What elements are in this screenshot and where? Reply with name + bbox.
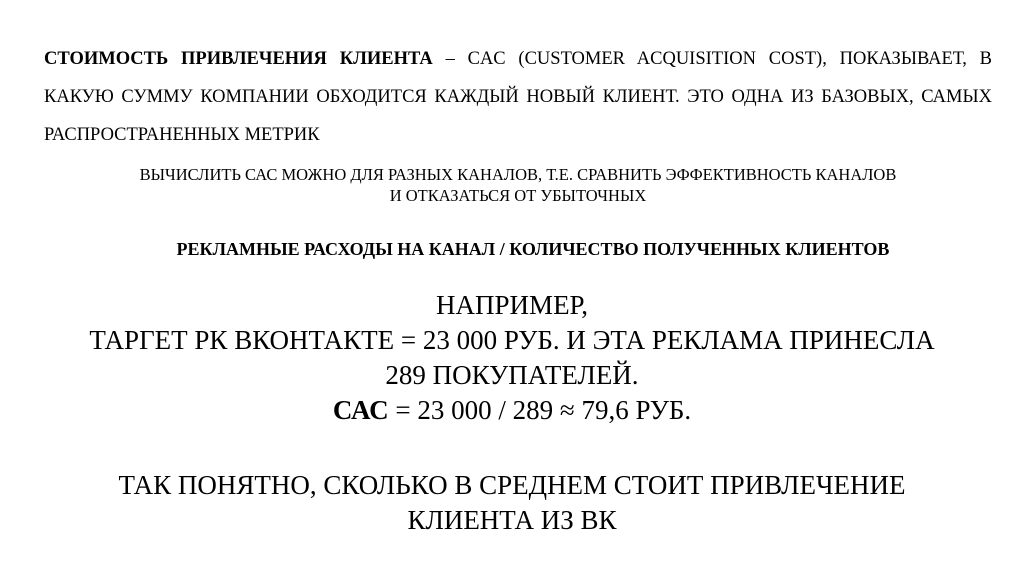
cac-formula: РЕКЛАМНЫЕ РАСХОДЫ НА КАНАЛ / КОЛИЧЕСТВО ПОЛУЧЕННЫХ КЛИЕНТОВ bbox=[176, 239, 890, 259]
channels-note-line-1: ВЫЧИСЛИТЬ САС МОЖНО ДЛЯ РАЗНЫХ КАНАЛОВ, Т.Е. СРАВНИТЬ ЭФФЕКТИВНОСТЬ КАНАЛОВ bbox=[139, 165, 897, 184]
conclusion-block bbox=[20, 468, 1004, 538]
cac-calculation-value: = 23 000 / 289 ≈ 79,6 РУБ. bbox=[388, 395, 692, 425]
channels-note-line-2: И ОТКАЗАТЬСЯ ОТ УБЫТОЧНЫХ bbox=[389, 186, 647, 205]
channels-note bbox=[44, 164, 992, 206]
example-block bbox=[20, 288, 1004, 428]
definition-term: СТОИМОСТЬ ПРИВЛЕЧЕНИЯ КЛИЕНТА bbox=[44, 49, 433, 69]
example-heading: НАПРИМЕР, bbox=[436, 290, 588, 320]
example-line-1: ТАРГЕТ РК ВКОНТАКТЕ = 23 000 РУБ. И ЭТА РЕКЛАМА ПРИНЕСЛА bbox=[89, 325, 935, 355]
conclusion-line-2: КЛИЕНТА ИЗ ВК bbox=[407, 505, 617, 535]
definition-dash: – bbox=[432, 49, 468, 69]
example-cac-calculation bbox=[20, 393, 1004, 428]
cac-label: САС bbox=[332, 395, 389, 425]
definition-paragraph bbox=[44, 40, 992, 154]
conclusion-line-1: ТАК ПОНЯТНО, СКОЛЬКО В СРЕДНЕМ СТОИТ ПРИВЛЕЧЕНИЕ bbox=[118, 470, 906, 500]
definition-text: CAC (CUSTOMER ACQUISITION COST), ПОКАЗЫВАЕТ, В КАКУЮ СУММУ КОМПАНИИ ОБХОДИТСЯ КАЖДЫЙ НОВЫЙ КЛИЕНТ. ЭТО ОДНА ИЗ БАЗОВЫХ, САМЫХ РАСПРОСТРАНЕННЫХ МЕТРИК bbox=[44, 49, 992, 145]
example-line-2: 289 ПОКУПАТЕЛЕЙ. bbox=[385, 360, 639, 390]
